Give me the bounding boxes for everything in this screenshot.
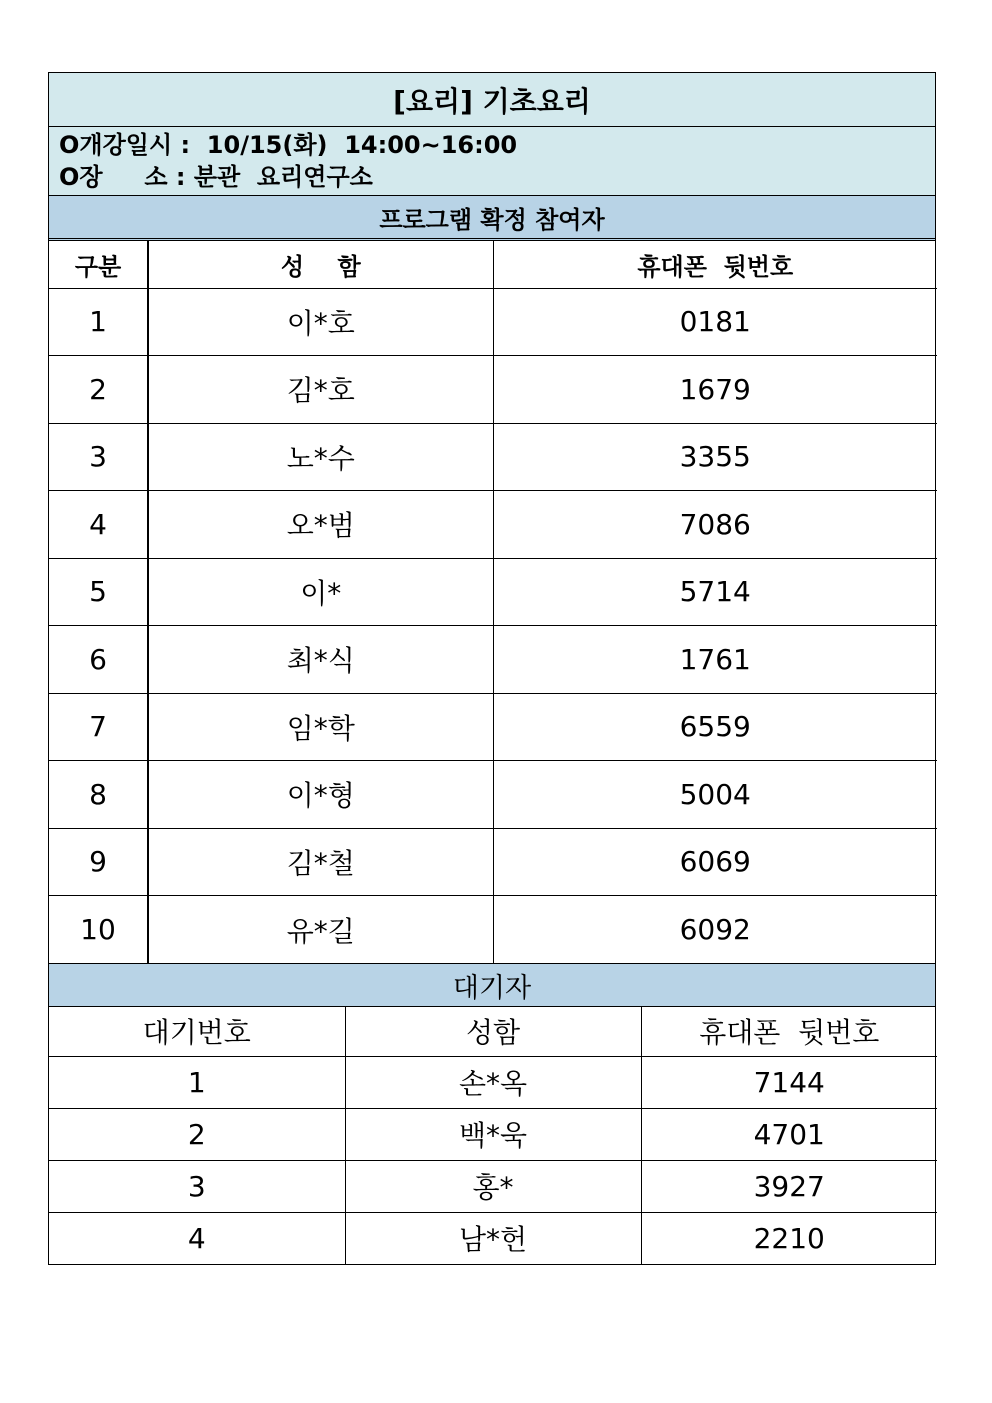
phone-suffix: 3927: [641, 1160, 937, 1212]
phone-suffix: 6092: [493, 896, 937, 964]
row-number: 5: [49, 558, 148, 626]
table-row: [49, 558, 937, 626]
participant-name: 김*철: [148, 828, 493, 896]
phone-suffix: 5004: [493, 761, 937, 829]
wait-number: 2: [49, 1108, 345, 1160]
participant-name: 임*학: [148, 693, 493, 761]
table-row: [49, 288, 937, 356]
phone-suffix: 0181: [493, 288, 937, 356]
wait-number: 1: [49, 1056, 345, 1108]
phone-suffix: 1679: [493, 356, 937, 424]
phone-suffix: 2210: [641, 1212, 937, 1264]
waiting-table: [49, 1007, 937, 1264]
phone-suffix: 7086: [493, 491, 937, 559]
waiting-name: 백*욱: [345, 1108, 641, 1160]
row-number: 1: [49, 288, 148, 356]
waiting-header-row: [49, 1007, 937, 1056]
program-info: [49, 127, 935, 196]
phone-suffix: 4701: [641, 1108, 937, 1160]
column-header-no: 구분: [49, 241, 148, 288]
table-row: [49, 828, 937, 896]
participant-name: 이*형: [148, 761, 493, 829]
schedule-line: O개강일시 : 10/15(화) 14:00~16:00: [59, 131, 518, 159]
location-line: O장 소 : 분관 요리연구소: [59, 163, 373, 191]
phone-suffix: 6069: [493, 828, 937, 896]
row-number: 2: [49, 356, 148, 424]
confirmed-header-row: [49, 241, 937, 288]
column-header-name: 성함: [345, 1007, 641, 1056]
row-number: 3: [49, 423, 148, 491]
phone-suffix: 3355: [493, 423, 937, 491]
participant-sheet: [48, 72, 936, 1265]
column-header-wait-no: 대기번호: [49, 1007, 345, 1056]
table-row: [49, 626, 937, 694]
column-header-phone: 휴대폰 뒷번호: [493, 241, 937, 288]
wait-number: 3: [49, 1160, 345, 1212]
waiting-name: 홍*: [345, 1160, 641, 1212]
column-header-phone: 휴대폰 뒷번호: [641, 1007, 937, 1056]
wait-number: 4: [49, 1212, 345, 1264]
table-row: [49, 1212, 937, 1264]
table-row: [49, 1160, 937, 1212]
table-row: [49, 356, 937, 424]
confirmed-heading: 프로그램 확정 참여자: [49, 196, 935, 241]
participant-name: 이*호: [148, 288, 493, 356]
waiting-heading: 대기자: [49, 963, 935, 1007]
table-row: [49, 761, 937, 829]
table-row: [49, 693, 937, 761]
row-number: 10: [49, 896, 148, 964]
waiting-name: 남*헌: [345, 1212, 641, 1264]
column-header-name: 성 함: [148, 241, 493, 288]
confirmed-table: [49, 241, 937, 963]
phone-suffix: 1761: [493, 626, 937, 694]
table-row: [49, 423, 937, 491]
participant-name: 유*길: [148, 896, 493, 964]
table-row: [49, 896, 937, 964]
waiting-name: 손*옥: [345, 1056, 641, 1108]
table-row: [49, 1108, 937, 1160]
row-number: 4: [49, 491, 148, 559]
participant-name: 김*호: [148, 356, 493, 424]
participant-name: 이*: [148, 558, 493, 626]
row-number: 7: [49, 693, 148, 761]
row-number: 8: [49, 761, 148, 829]
page-title: [요리] 기초요리: [49, 73, 935, 127]
row-number: 9: [49, 828, 148, 896]
phone-suffix: 7144: [641, 1056, 937, 1108]
participant-name: 최*식: [148, 626, 493, 694]
phone-suffix: 6559: [493, 693, 937, 761]
row-number: 6: [49, 626, 148, 694]
phone-suffix: 5714: [493, 558, 937, 626]
participant-name: 오*범: [148, 491, 493, 559]
table-row: [49, 1056, 937, 1108]
table-row: [49, 491, 937, 559]
participant-name: 노*수: [148, 423, 493, 491]
